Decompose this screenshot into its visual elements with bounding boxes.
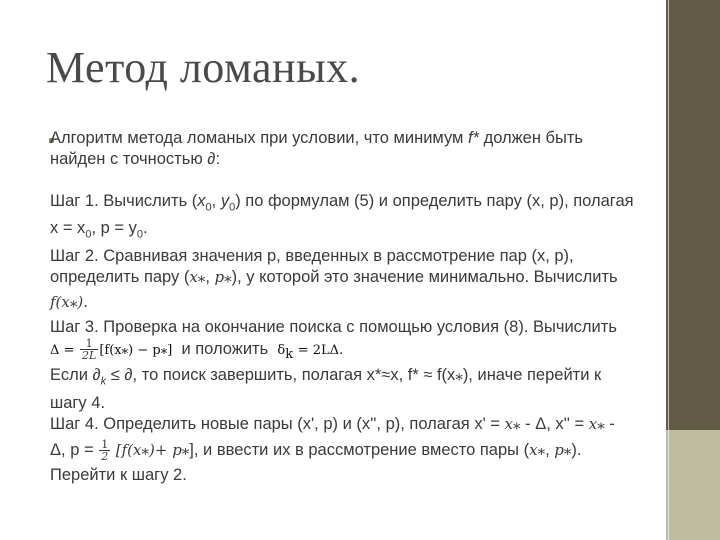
step2-text-2a: определить пару ( <box>50 267 190 286</box>
step2-line-2: определить пару ($x_*$, $p_*$), у которой это значение минимально. Вычислить <box>50 267 618 290</box>
sidebar-divider <box>668 0 669 540</box>
partial-k: ∂ <box>92 366 101 385</box>
star-sub: * <box>181 445 190 464</box>
if-text: Если <box>50 366 88 385</box>
intro-text-2: найден с точностью <box>50 150 203 168</box>
step3-line-1 <box>50 317 650 338</box>
star-sub: * <box>141 445 149 464</box>
bracket-open: [f(x <box>99 343 122 359</box>
step1-sub1: 0 <box>85 228 92 241</box>
step2-line-3 <box>50 292 650 317</box>
delta-k-sub: k <box>285 347 294 363</box>
step1-end: . <box>142 219 148 238</box>
star-sub: * <box>69 297 78 316</box>
step1-x-eq: x = x <box>50 219 86 238</box>
step4-p-eq: Δ, p = <box>50 440 94 459</box>
step1-sub2: 0 <box>136 228 143 241</box>
frac-num: 1 <box>80 338 98 350</box>
star-sub: * <box>224 271 232 290</box>
body-text <box>50 128 650 486</box>
sidebar-decor-light <box>666 430 720 540</box>
step4-text-d: ], и ввести их в рассмотрение вместо пары ( <box>189 440 530 459</box>
delta-eq: Δ = <box>50 343 75 359</box>
goto-step2: Перейти к шагу 2. <box>50 466 187 485</box>
step4-end: ). <box>571 440 582 459</box>
step2-text: Шаг 2. Сравнивая значения p, введенных в рассмотрение пар (x, p), <box>50 246 574 265</box>
f-star: f* <box>467 129 479 147</box>
x0-var: x <box>197 192 206 210</box>
star-sub: * <box>563 445 572 464</box>
x-star-var: x <box>529 440 538 459</box>
star-sub: * <box>197 271 206 290</box>
step1-line-1 <box>50 191 650 218</box>
y0-var: y <box>220 192 230 210</box>
comma: , <box>211 192 217 210</box>
step1-rest: ) по формулам (5) и определить пару (x, p), полагая <box>235 192 634 210</box>
x0-sub: 0 <box>205 201 212 214</box>
step4-line-2: Δ, p = $\frac{1}{2}$ $[f(x_*)+ p_*]$, и ввести их в рассмотрение вместо пары ($x_*$, $p_*$). <box>50 437 582 464</box>
step3-line-4 <box>50 393 650 414</box>
intro-line-1 <box>50 128 650 149</box>
bracket-f: [f(x <box>115 440 142 459</box>
bracket-close: ] <box>167 343 173 359</box>
x-star-var: x <box>504 414 514 433</box>
minus-sign: - <box>609 414 615 433</box>
step3-line-3 <box>50 365 650 392</box>
else-text: ), иначе перейти к <box>462 366 602 385</box>
star-sub: * <box>537 445 546 464</box>
p-star-var: p <box>554 440 564 459</box>
star-sub: * <box>121 347 129 363</box>
step4-text: Шаг 4. Определить новые пары (x', p) и (x'', p), полагая x' = <box>50 414 500 433</box>
delta-k: δ <box>277 343 286 359</box>
intro-text: Алгоритм метода ломаных при условии, что минимум <box>50 129 464 147</box>
step4-line-3 <box>50 465 650 486</box>
and-set-text: и положить <box>181 340 269 359</box>
frac-den: 2 <box>101 449 109 463</box>
fraction-1-2 <box>99 439 110 462</box>
frac-den: 2L <box>82 349 97 363</box>
step2-line-1 <box>50 246 650 267</box>
page-title: Метод ломаных. <box>46 43 361 92</box>
frac-num: 1 <box>101 437 109 451</box>
paren-close: ). <box>77 292 88 311</box>
step3-line-2 <box>50 338 650 365</box>
delta-k-eq: = 2LΔ. <box>297 343 344 359</box>
step2-text-2b: ), у которой это значение минимально. Вычислить <box>231 267 618 286</box>
p-star-var: p <box>214 267 225 286</box>
step1-p-eq: , p = y <box>91 219 137 238</box>
step1-label: Шаг 1. Вычислить ( <box>50 192 198 210</box>
fraction-1-2L <box>80 338 98 361</box>
x-star-var: x <box>588 414 598 433</box>
step4-line-1 <box>50 414 650 439</box>
colon: : <box>215 150 221 168</box>
delta-symbol: ∂ <box>207 150 216 168</box>
star-sub: * <box>597 418 605 437</box>
x-star-var: x <box>189 267 198 286</box>
condition-text: ≤ ∂, то поиск завершить, полагая x*≈x, f* ≈ f(x <box>110 366 456 385</box>
step3-text: Шаг 3. Проверка на окончание поиска с помощью условия (8). Вычислить <box>50 318 617 337</box>
star-sub: * <box>455 370 463 389</box>
step1-line-2 <box>50 218 650 245</box>
goto-step4: шагу 4. <box>50 393 106 412</box>
star-sub: * <box>513 418 521 437</box>
y0-sub: 0 <box>229 201 236 214</box>
plus-p: )+ p <box>149 440 182 459</box>
f-of-x-star: f(x <box>50 292 70 311</box>
bracket-minus: ) − p <box>128 343 161 359</box>
sidebar-decor-dark <box>666 0 720 430</box>
intro-line-2 <box>50 149 650 170</box>
step4-text-b: - Δ, x'' = <box>525 414 585 433</box>
partial-k-sub: k <box>100 375 107 388</box>
intro-text-end: должен быть <box>483 129 584 147</box>
star-sub: * <box>160 347 168 363</box>
